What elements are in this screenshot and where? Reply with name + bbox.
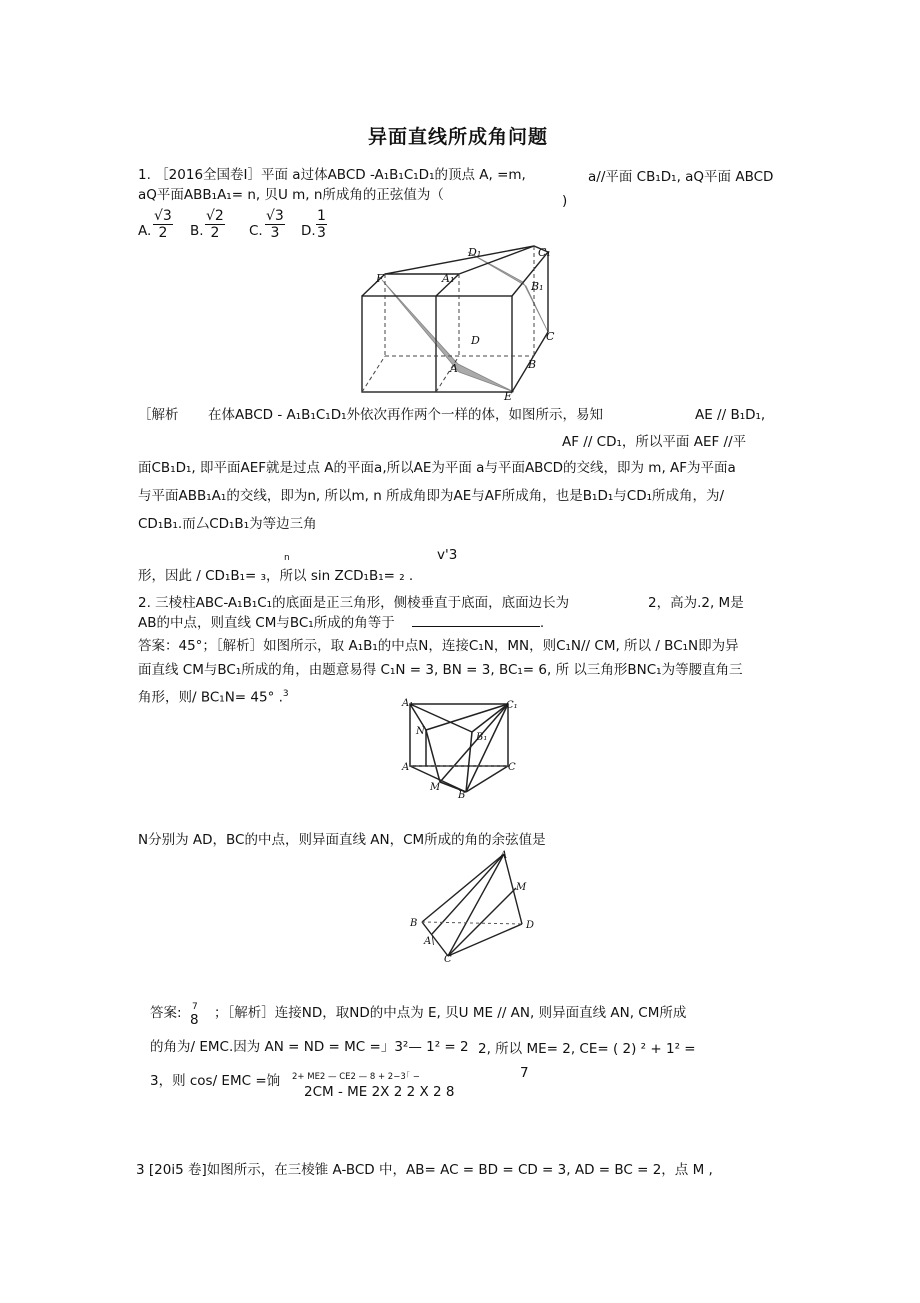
option-c-label: C. [249,223,263,239]
label-B: B [458,790,466,798]
label-M: M [430,782,441,793]
option-a-num: √3 [154,208,172,224]
label-A: A [402,762,410,773]
q2-ans3-sup: 3 [282,689,289,699]
q1-sol-p1-right: AE // B₁D₁, [695,407,766,423]
q3-ans-rest: ；［解析］连接ND，取ND的中点为 E, 贝U ME // AN, 则异面直线 AN, CM所成 [214,1005,687,1021]
q1-paren: ) [562,193,568,209]
q3-line3-den: 2CM - ME 2X 2 2 X 2 8 [304,1084,455,1100]
q2-ans3 [138,685,289,707]
q3-line3-sup: 2+ ME2 — CE2 — 8 + 2−3｢ − [292,1072,420,1082]
q1-sol-p1: 在体ABCD - A₁B₁C₁D₁外依次再作两个一样的体，如图所示，易知 [208,407,603,423]
label-A: A [450,362,458,375]
q1-line1: 1. ［2016全国卷Ⅰ］平面 a过体ABCD -A₁B₁C₁D₁的顶点 A, =m, [138,167,526,183]
label-C1: C₁ [506,700,518,711]
option-d-num: 1 [317,208,326,224]
q2-figure [400,696,520,798]
q2-line2 [138,614,544,632]
label-A1: A₁ [402,698,414,709]
label-N: N [416,726,425,737]
q3-ans-den: 8 [190,1012,199,1028]
label-C: C [508,762,516,773]
option-b-den: 2 [210,225,220,241]
label-B: B [410,918,418,929]
q3-line2: 的角为/ EMC.因为 AN = ND = MC =」3²— 1² = 2 [150,1039,469,1055]
option-b-num: √2 [206,208,224,224]
q1-figure [358,244,558,400]
label-C: C [546,330,555,343]
q3-tail: 3 [20i5 卷]如图所示，在三棱锥 A-BCD 中，AB= AC = BD = CD = 3, AD = BC = 2，点 M , [136,1162,713,1178]
label-B1: B₁ [531,280,544,293]
option-d-fraction [316,208,327,241]
label-C: C [444,954,452,964]
q3-ans-label: 答案: [150,1005,182,1021]
option-a-den: 2 [158,225,168,241]
q1-sol-p2: AF // CD₁，所以平面 AEF //平 [562,434,747,450]
page-title: 异面直线所成角问题 [368,126,549,148]
q2-line1: 2. 三棱柱ABC-A₁B₁C₁的底面是正三角形，侧棱垂直于底面，底面边长为 [138,595,570,611]
option-d-den: 3 [317,225,326,241]
label-N: A\ [424,936,435,947]
option-c-num: √3 [266,208,284,224]
option-b-fraction [205,208,225,241]
q1-sol-p6: 形，因此 / CD₁B₁= ₃，所以 sin ZCD₁B₁= ₂ . [138,568,414,584]
q1-sol-p3: 面CB₁D₁, 即平面AEF就是过点 A的平面a,所以AE为平面 a与平面ABCD的交线，即为 m, AF为平面a [138,460,736,476]
label-D: D [526,920,535,931]
option-c-den: 3 [270,225,280,241]
option-b-label: B. [190,223,204,239]
q1-sol-p5: CD₁B₁.而厶CD₁B₁为等边三角 [138,516,317,532]
q3-line3-seven: 7 [520,1065,529,1081]
label-E: E [504,390,513,400]
q1-sol-n: n [284,553,290,563]
option-a-fraction [153,208,173,241]
label-C1: C₁ [538,246,551,259]
q3-line3-a: 3，则 cos/ EMC =饷 [150,1073,281,1089]
q1-sol-bracket: ［解析 [138,407,179,423]
q3-stem: N分别为 AD，BC的中点，则异面直线 AN，CM所成的角的余弦值是 [138,832,546,848]
q2-ans3-text: 角形，则/ BC₁N= 45° . [138,689,283,706]
option-d-label: D. [301,223,316,239]
q3-line2-b: 2, 所以 ME= 2, CE= ( 2) ² + 1² = [478,1041,696,1057]
option-a-label: A. [138,223,152,239]
q2-line1-right: 2，高为.2, M是 [648,595,744,611]
label-M: M [516,882,527,893]
q2-line2-end: . [539,615,545,631]
label-D1: D₁ [468,246,482,259]
q2-answer-blank [412,614,540,627]
q1-sol-p4: 与平面ABB₁A₁的交线，即为n, 所以m, n 所成角即为AE与AF所成角，也是B₁D₁与CD₁所成角，为/ [138,488,725,504]
label-F: F [376,272,384,285]
q2-ans1: 答案：45°；［解析］如图所示，取 A₁B₁的中点N，连接C₁N，MN，则C₁N// CM, 所以 / BC₁N即为异 [138,638,739,654]
label-A: A [500,850,508,861]
option-c-fraction [265,208,285,241]
label-B: B [528,358,537,371]
q1-line2: aQ平面ABB₁A₁= n, 贝U m, n所成角的正弦值为（ [138,187,444,203]
q2-ans2: 面直线 CM与BC₁所成的角，由题意易得 C₁N = 3, BN = 3, BC₁= 6, 所 以三角形BNC₁为等腰直角三 [138,662,743,678]
q2-line2-text: AB的中点，则直线 CM与BC₁所成的角等于 [138,615,395,631]
label-A1: A₁ [442,272,455,285]
q3-ans-num: 7 [192,1002,198,1012]
q1-line1-right: a//平面 CB₁D₁, aQ平面 ABCD [588,169,774,185]
label-D: D [471,334,480,347]
q1-sol-v3: v'3 [437,547,458,563]
q3-figure [408,848,546,964]
label-B1: B₁ [476,732,488,743]
